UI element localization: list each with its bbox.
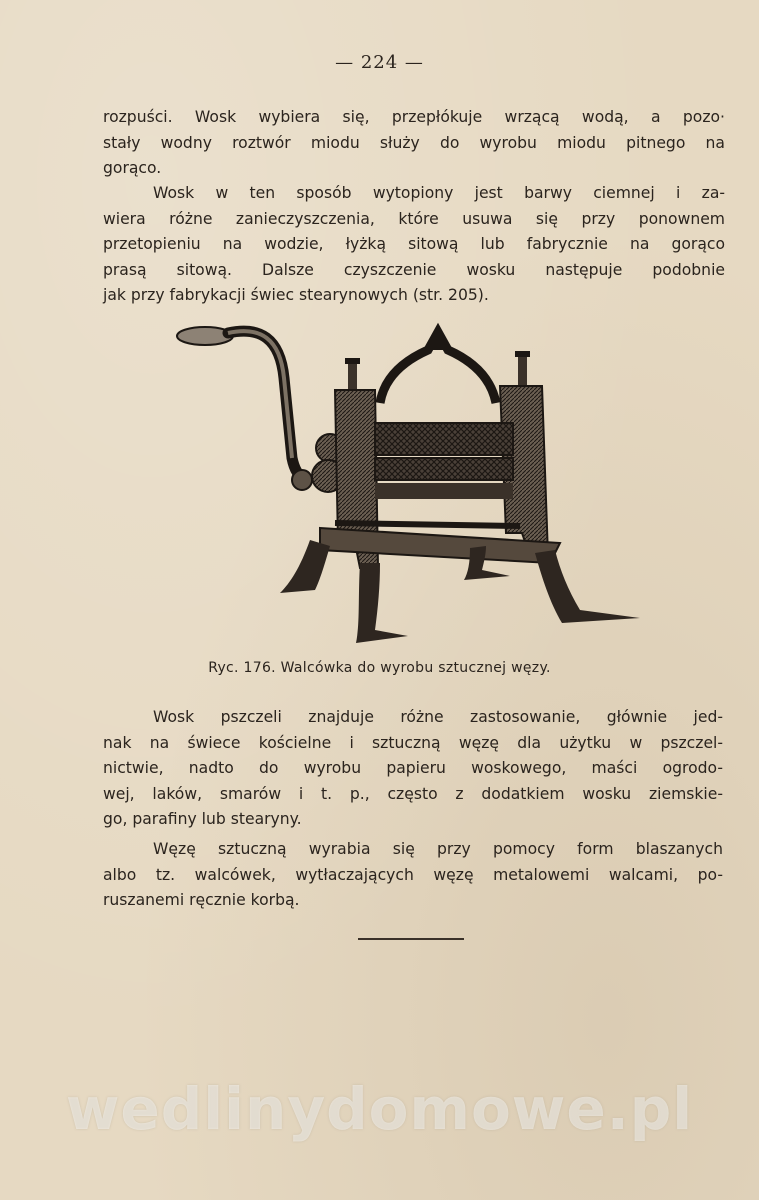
text-line: stały wodny roztwór miodu służy do wyrobu miodu pitnego na — [103, 133, 725, 152]
paragraph-1 — [103, 105, 725, 182]
section-divider — [358, 938, 464, 940]
text-line: Wosk w ten sposób wytopiony jest barwy ciemnej i za- — [153, 184, 725, 202]
paragraph-2 — [103, 181, 725, 309]
text-line: ruszanemi ręcznie korbą. — [103, 891, 300, 909]
text-line: prasą sitową. Dalsze czyszczenie wosku następuje podobnie — [103, 260, 725, 279]
figure-caption: Ryc. 176. Walcówka do wyrobu sztucznej węzy. — [208, 660, 551, 676]
text-line: rozpuści. Wosk wybiera się, przepłókuje wrzącą wodą, a pozo· — [103, 108, 725, 126]
text-line: nak na świece kościelne i sztuczną węzę dla użytku w pszczel- — [103, 733, 723, 752]
text-line: go, parafiny lub stearyny. — [103, 810, 302, 828]
text-line: wej, laków, smarów i t. p., często z dodatkiem wosku ziemskie- — [103, 784, 723, 803]
text-line: jak przy fabrykacji świec stearynowych (str. 205). — [103, 286, 489, 304]
text-line: Wosk pszczeli znajduje różne zastosowanie, głównie jed- — [153, 708, 723, 726]
text-line: wiera różne zanieczyszczenia, które usuwa się przy ponownem — [103, 209, 725, 228]
paragraph-3 — [103, 705, 723, 833]
text-line: Węzę sztuczną wyrabia się przy pomocy form blaszanych — [153, 840, 723, 858]
text-line: albo tz. walcówek, wytłaczających węzę metalowemi walcami, po- — [103, 865, 723, 884]
text-line: gorąco. — [103, 159, 162, 177]
watermark: wedlinydomowe.pl — [65, 1075, 694, 1143]
page-number: — 224 — — [335, 52, 424, 73]
text-line: przetopieniu na wodzie, łyżką sitową lub fabrycznie na gorąco — [103, 235, 725, 253]
roller-machine-illustration — [170, 318, 650, 653]
paragraph-4 — [103, 837, 723, 914]
text-line: nictwie, nadto do wyrobu papieru woskowego, maści ogrodo- — [103, 759, 723, 777]
